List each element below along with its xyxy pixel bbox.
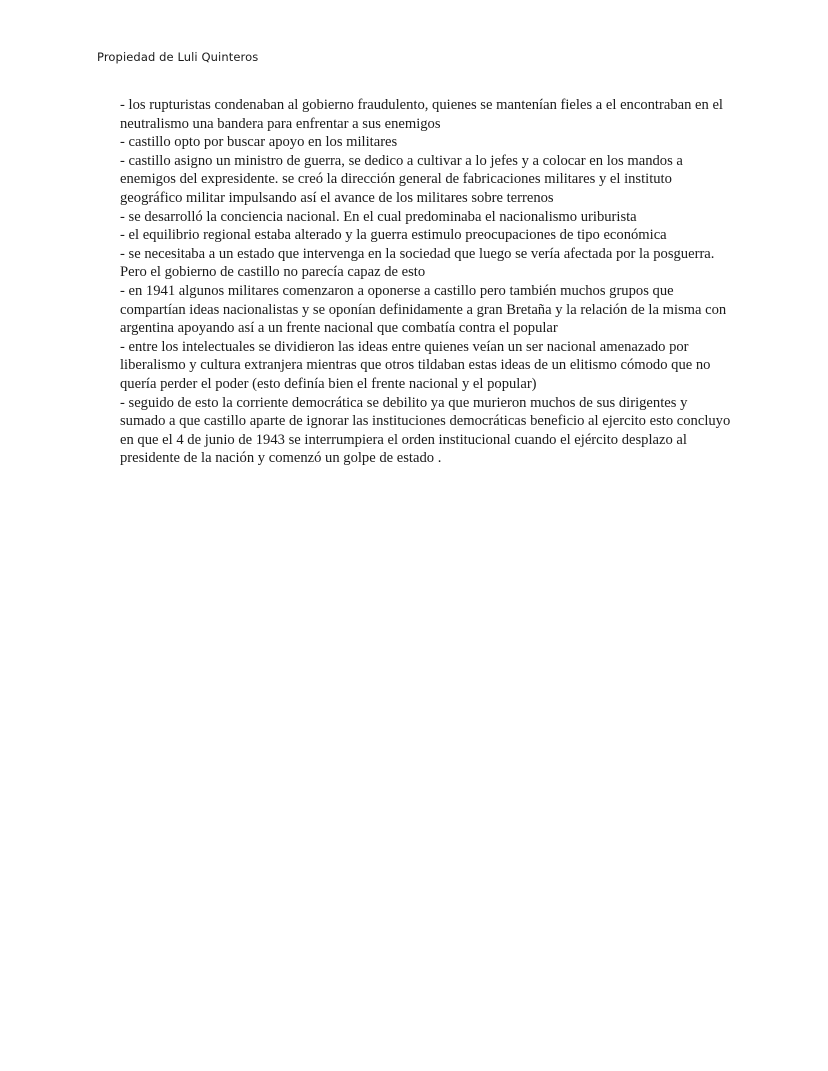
paragraph: - castillo opto por buscar apoyo en los militares: [120, 134, 398, 151]
document-body: [120, 96, 732, 468]
paragraph: - seguido de esto la corriente democrática se debilito ya que murieron muchos de sus dirigentes y sumado a que castillo aparte de ignorar las instituciones democráticas beneficio al ejercito esto concluyo en que el 4 de junio de 1943 se interrumpiera el orden institucional cuando el ejército desplazo al presidente de la nación y comenzó un golpe de estado .: [120, 394, 731, 467]
paragraph: - los rupturistas condenaban al gobierno fraudulento, quienes se mantenían fieles a el encontraban en el neutralismo una bandera para enfrentar a sus enemigos: [120, 97, 723, 132]
paragraph: - se desarrolló la conciencia nacional. En el cual predominaba el nacionalismo uriburista: [120, 208, 637, 225]
paragraph: - castillo asigno un ministro de guerra, se dedico a cultivar a lo jefes y a colocar en los mandos a enemigos del expresidente. se creó la dirección general de fabricaciones militares y el instituto geográfico militar impulsando así el avance de los militares sobre terrenos: [120, 152, 683, 206]
paragraph: - el equilibrio regional estaba alterado y la guerra estimulo preocupaciones de tipo económica: [120, 227, 667, 244]
page-header-owner: Propiedad de Luli Quinteros: [97, 50, 259, 64]
paragraph: - en 1941 algunos militares comenzaron a oponerse a castillo pero también muchos grupos que compartían ideas nacionalistas y se oponían definidamente a gran Bretaña y la relación de la misma con argentina apoyando así a un frente nacional que combatía contra el popular: [120, 282, 727, 337]
paragraph: - se necesitaba a un estado que intervenga en la sociedad que luego se vería afectada por la posguerra. Pero el gobierno de castillo no parecía capaz de esto: [120, 245, 715, 281]
paragraph: - entre los intelectuales se dividieron las ideas entre quienes veían un ser nacional amenazado por liberalismo y cultura extranjera mientras que otros tildaban estas ideas de un elitismo cómodo que no quería perder el poder (esto definía bien el frente nacional y el popular): [120, 338, 711, 392]
